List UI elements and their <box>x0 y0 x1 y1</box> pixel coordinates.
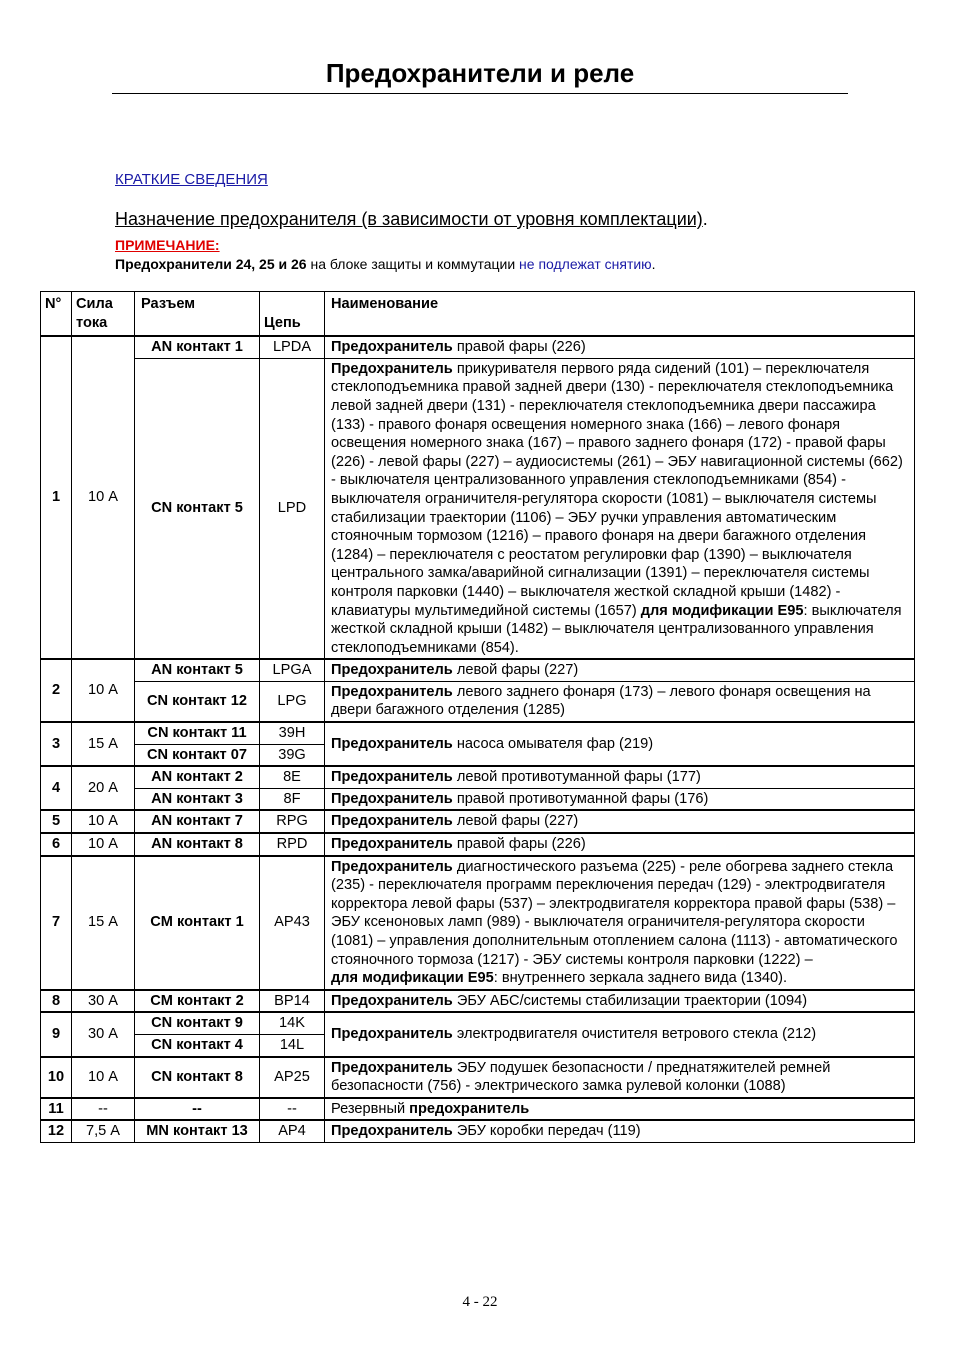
circuit-cell: BP14 <box>260 990 325 1013</box>
fuse-amperage: 20 А <box>72 766 135 810</box>
circuit-cell: 39H <box>260 722 325 744</box>
description-cell <box>325 722 915 766</box>
header-number: N° <box>41 292 72 337</box>
desc-bold: Предохранитель <box>331 858 453 875</box>
description-cell <box>325 681 915 722</box>
description-cell <box>325 810 915 833</box>
circuit-cell: LPD <box>260 358 325 659</box>
table-row <box>41 1098 915 1121</box>
table-row <box>41 1012 915 1034</box>
fuse-group-8 <box>41 990 915 1013</box>
connector-cell: AN контакт 3 <box>135 788 260 810</box>
fuse-number: 3 <box>41 722 72 766</box>
fuse-amperage: 30 А <box>72 1012 135 1056</box>
fuse-number: 7 <box>41 856 72 990</box>
circuit-cell: 39G <box>260 744 325 766</box>
description-cell <box>325 766 915 788</box>
page-number: 4 - 22 <box>462 1294 498 1310</box>
circuit-cell: 14K <box>260 1012 325 1034</box>
desc-text: насоса омывателя фар (219) <box>452 735 654 752</box>
note-end: . <box>651 256 656 272</box>
desc-bold: Предохранитель <box>331 813 453 830</box>
fuse-amperage: 10 А <box>72 1057 135 1098</box>
header-amperage: Сила тока <box>72 292 135 337</box>
fuse-amperage: -- <box>72 1098 135 1121</box>
description-cell <box>325 990 915 1013</box>
note-highlight: не подлежат снятию <box>519 256 652 272</box>
connector-cell: CM контакт 1 <box>135 856 260 990</box>
connector-cell: AN контакт 7 <box>135 810 260 833</box>
table-row <box>41 833 915 856</box>
circuit-cell: RPD <box>260 833 325 856</box>
desc-bold: Предохранитель <box>331 1059 453 1076</box>
fuse-group-4 <box>41 766 915 810</box>
fuse-number: 2 <box>41 659 72 722</box>
description-cell <box>325 856 915 990</box>
fuse-group-10 <box>41 1057 915 1098</box>
fuse-amperage: 7,5 А <box>72 1120 135 1142</box>
table-row <box>41 766 915 788</box>
fuse-amperage: 10 А <box>72 810 135 833</box>
fuse-number: 8 <box>41 990 72 1013</box>
header-name: Наименование <box>325 292 915 337</box>
fuse-number: 12 <box>41 1120 72 1142</box>
note-bold: Предохранители 24, 25 и 26 <box>115 256 307 272</box>
description-cell <box>325 1012 915 1056</box>
connector-cell: CN контакт 07 <box>135 744 260 766</box>
desc-text: ЭБУ коробки передач (119) <box>452 1123 641 1140</box>
circuit-cell: 14L <box>260 1034 325 1056</box>
desc-text: правой противотуманной фары (176) <box>452 790 709 807</box>
header-circuit: Цепь <box>260 292 325 337</box>
table-row <box>41 788 915 810</box>
desc-text: ЭБУ АБС/системы стабилизации траектории (1094) <box>452 992 808 1009</box>
fuse-number: 9 <box>41 1012 72 1056</box>
desc-bold: Предохранитель <box>331 339 453 356</box>
circuit-cell: RPG <box>260 810 325 833</box>
fuse-number: 10 <box>41 1057 72 1098</box>
purpose-heading <box>115 209 708 230</box>
connector-cell: CN контакт 9 <box>135 1012 260 1034</box>
title-underline <box>112 93 848 94</box>
desc-text: электродвигателя очистителя ветрового стекла (212) <box>452 1026 817 1043</box>
note-middle: на блоке защиты и коммутации <box>306 256 520 272</box>
desc-bold: Предохранитель <box>331 836 453 853</box>
fuse-group-7 <box>41 856 915 990</box>
note-text <box>115 256 656 272</box>
desc-text-2: : внутреннего зеркала заднего вида (1340). <box>493 970 788 987</box>
fuse-group-9 <box>41 1012 915 1056</box>
desc-bold: Предохранитель <box>331 662 453 679</box>
circuit-cell: AP4 <box>260 1120 325 1142</box>
desc-text: правой фары (226) <box>452 836 586 853</box>
circuit-cell: LPGA <box>260 659 325 681</box>
desc-bold: Предохранитель <box>331 683 453 700</box>
fuse-amperage: 10 А <box>72 833 135 856</box>
fuse-group-5 <box>41 810 915 833</box>
summary-link[interactable]: КРАТКИЕ СВЕДЕНИЯ <box>115 171 268 188</box>
desc-text: диагностического разъема (225) - реле обогрева заднего стекла (235) - переключателя программ переключения передач (129) - электродвигателя корректора левой фары (537) – электродвигателя корректора правой фары (538) – ЭБУ ксеноновых ламп (989) - выключателя ограничителя-регулятора скорости (1081) – управления дополнительным отоплением салона (1113) - автоматического стояночного тормоза (1217) - ЭБУ системы контроля парковки (1222) – <box>331 858 898 968</box>
connector-cell: CN контакт 12 <box>135 681 260 722</box>
desc-prefix: Резервный <box>331 1100 410 1117</box>
fuse-number: 11 <box>41 1098 72 1121</box>
page-title: Предохранители и реле <box>325 58 635 88</box>
fuse-number: 5 <box>41 810 72 833</box>
connector-cell: MN контакт 13 <box>135 1120 260 1142</box>
connector-cell: CM контакт 2 <box>135 990 260 1013</box>
fuse-group-6 <box>41 833 915 856</box>
desc-text: левой противотуманной фары (177) <box>452 769 701 786</box>
table-row <box>41 336 915 358</box>
table-row <box>41 358 915 659</box>
fuse-number: 1 <box>41 336 72 659</box>
table-row <box>41 722 915 744</box>
circuit-cell: LPG <box>260 681 325 722</box>
header-connector: Разъем <box>135 292 260 337</box>
desc-text: ЭБУ подушек безопасности / преднатяжителей ремней безопасности (756) - электрического замка рулевой колонки (1088) <box>331 1059 831 1095</box>
connector-cell: AN контакт 2 <box>135 766 260 788</box>
table-header-row <box>41 292 915 337</box>
connector-cell: AN контакт 8 <box>135 833 260 856</box>
connector-cell: AN контакт 5 <box>135 659 260 681</box>
fuse-table <box>40 291 915 1143</box>
table-row <box>41 856 915 990</box>
desc-text: левой фары (227) <box>452 813 579 830</box>
connector-cell: CN контакт 8 <box>135 1057 260 1098</box>
circuit-cell: -- <box>260 1098 325 1121</box>
circuit-cell: LPDA <box>260 336 325 358</box>
description-cell <box>325 1120 915 1142</box>
circuit-cell: AP43 <box>260 856 325 990</box>
fuse-number: 4 <box>41 766 72 810</box>
desc-bold: Предохранитель <box>331 1026 453 1043</box>
table-row <box>41 1057 915 1098</box>
fuse-amperage: 15 А <box>72 722 135 766</box>
desc-bold-2: для модификации Е95 <box>640 602 804 619</box>
description-cell <box>325 1098 915 1121</box>
fuse-group-2 <box>41 659 915 722</box>
desc-bold: Предохранитель <box>331 992 453 1009</box>
connector-cell: CN контакт 11 <box>135 722 260 744</box>
fuse-amperage: 15 А <box>72 856 135 990</box>
fuse-amperage: 30 А <box>72 990 135 1013</box>
description-cell <box>325 336 915 358</box>
circuit-cell: 8F <box>260 788 325 810</box>
description-cell <box>325 358 915 659</box>
desc-text: левого заднего фонаря (173) – левого фонаря освещения на двери багажного отделения (1285) <box>331 683 871 719</box>
fuse-group-3 <box>41 722 915 766</box>
fuse-number: 6 <box>41 833 72 856</box>
table-row <box>41 990 915 1013</box>
connector-cell: AN контакт 1 <box>135 336 260 358</box>
connector-cell: CN контакт 5 <box>135 358 260 659</box>
description-cell <box>325 833 915 856</box>
circuit-cell: AP25 <box>260 1057 325 1098</box>
fuse-group-12 <box>41 1120 915 1142</box>
description-cell <box>325 659 915 681</box>
purpose-dot: . <box>702 209 708 229</box>
desc-text: левой фары (227) <box>452 662 579 679</box>
connector-cell: -- <box>135 1098 260 1121</box>
desc-bold-2: для модификации Е95 <box>331 970 494 987</box>
desc-text: правой фары (226) <box>452 339 586 356</box>
desc-bold: Предохранитель <box>331 790 453 807</box>
desc-bold: Предохранитель <box>331 1123 453 1140</box>
desc-text: прикуривателя первого ряда сидений (101) – переключателя стеклоподъемника правой задней двери (130) - переключателя стеклоподъемника левой задней двери (131) - переключателя стеклоподъемника двери пассажира (133) - правого фонаря освещения номерного знака (166) – левого фонаря освещения номерного знака (167) – правого заднего фонаря (172) - правой фары (226) - левой фары (227) – аудиосистемы (261) – ЭБУ навигационной системы (662) - выключателя централизованного управления стеклоподъемниками (854) - выключателя ограничителя-регулятора скорости (1081) – выключателя системы стабилизации траектории (1106) – ЭБУ ручки управления автоматическим стояночным тормозом (1216) – правого фонаря на двери багажного отделения (1284) – переключателя с реостатом регулировки фар (1390) – выключателя центрального замка/аварийной сигнализации (1391) – переключателя системы контроля парковки (1440) – выключателя жесткой складной крыши (1482) - клавиатуры мультимедийной системы (1657) <box>331 360 903 619</box>
table-row <box>41 1120 915 1142</box>
desc-bold: Предохранитель <box>331 769 453 786</box>
note-label: ПРИМЕЧАНИЕ: <box>115 237 220 253</box>
desc-bold: Предохранитель <box>331 735 453 752</box>
desc-text-2: : выключателя жесткой складной крыши (1482) – выключателя централизованного управления стеклоподъемниками (854). <box>331 602 902 656</box>
fuse-amperage: 10 А <box>72 659 135 722</box>
fuse-amperage: 10 А <box>72 336 135 659</box>
table-row <box>41 810 915 833</box>
fuse-group-11 <box>41 1098 915 1121</box>
table-row <box>41 659 915 681</box>
circuit-cell: 8E <box>260 766 325 788</box>
fuse-group-1 <box>41 336 915 659</box>
description-cell <box>325 1057 915 1098</box>
desc-bold: Предохранитель <box>331 360 453 377</box>
connector-cell: CN контакт 4 <box>135 1034 260 1056</box>
desc-bold: предохранитель <box>409 1100 530 1117</box>
purpose-text: Назначение предохранителя (в зависимости от уровня комплектации) <box>115 209 703 229</box>
description-cell <box>325 788 915 810</box>
table-row <box>41 681 915 722</box>
